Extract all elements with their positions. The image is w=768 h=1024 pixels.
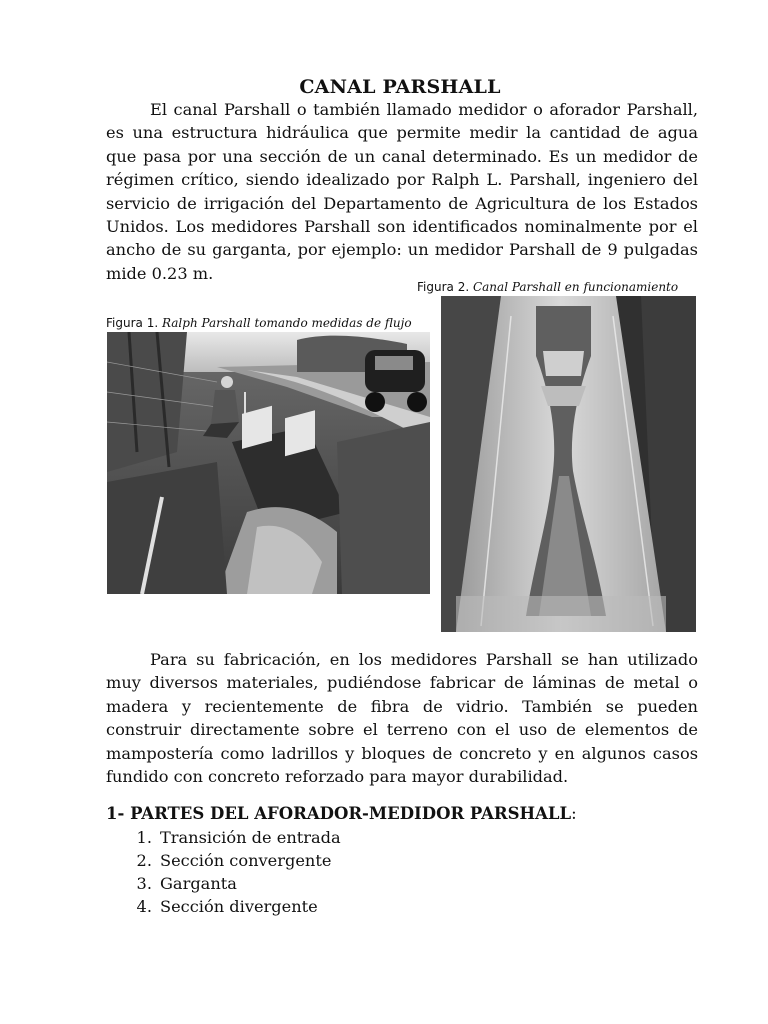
section-heading-text: 1- PARTES DEL AFORADOR-MEDIDOR PARSHALL xyxy=(106,804,572,823)
figure-1-caption-text: Ralph Parshall tomando medidas de flujo xyxy=(161,316,412,330)
figure-2-photo-illustration xyxy=(441,296,696,632)
figure-2-caption xyxy=(417,280,678,294)
figure-1-label: Figura 1. xyxy=(106,316,159,330)
list-item-number: 4. xyxy=(136,897,152,916)
figure-1-photo xyxy=(107,332,430,594)
parts-list xyxy=(126,826,341,918)
figure-1-caption xyxy=(106,316,412,330)
list-item xyxy=(126,895,341,918)
list-item-text: Transición de entrada xyxy=(160,828,341,847)
list-item xyxy=(126,849,341,872)
list-item-number: 1. xyxy=(136,828,152,847)
list-item xyxy=(126,826,341,849)
list-item-number: 2. xyxy=(136,851,152,870)
list-item xyxy=(126,872,341,895)
list-item-text: Sección divergente xyxy=(160,897,318,916)
figure-1-photo-illustration xyxy=(107,332,430,594)
list-item-text: Sección convergente xyxy=(160,851,332,870)
list-item-text: Garganta xyxy=(160,874,237,893)
figure-2-caption-text: Canal Parshall en funcionamiento xyxy=(472,280,679,294)
figure-2-label: Figura 2. xyxy=(417,280,470,294)
intro-paragraph: El canal Parshall o también llamado medidor o aforador Parshall, es una estructura hidráulica que permite medir la cantidad de agua que pasa por una sección de un canal determinado. Es un medidor de régimen crítico, siendo idealizado por Ralph L. Parshall, ingeniero del servicio de irrigación del Departamento de Agricultura de los Estados Unidos. Los medidores Parshall son identificados nominalmente por el ancho de su garganta, por ejemplo: un medidor Parshall de 9 pulgadas mide 0.23 m. xyxy=(106,100,698,283)
page-title: CANAL PARSHALL xyxy=(299,76,501,98)
figure-2-photo xyxy=(441,296,696,632)
list-item-number: 3. xyxy=(136,874,152,893)
fabrication-paragraph: Para su fabricación, en los medidores Parshall se han utilizado muy diversos materiales, pudiéndose fabricar de láminas de metal o madera y recientemente de fibra de vidrio. También se pueden construir directamente sobre el terreno con el uso de elementos de mampostería como ladrillos y bloques de concreto y en algunos casos fundido con concreto reforzado para mayor durabilidad. xyxy=(106,650,698,787)
section-heading xyxy=(106,804,577,823)
section-heading-colon: : xyxy=(571,804,577,823)
